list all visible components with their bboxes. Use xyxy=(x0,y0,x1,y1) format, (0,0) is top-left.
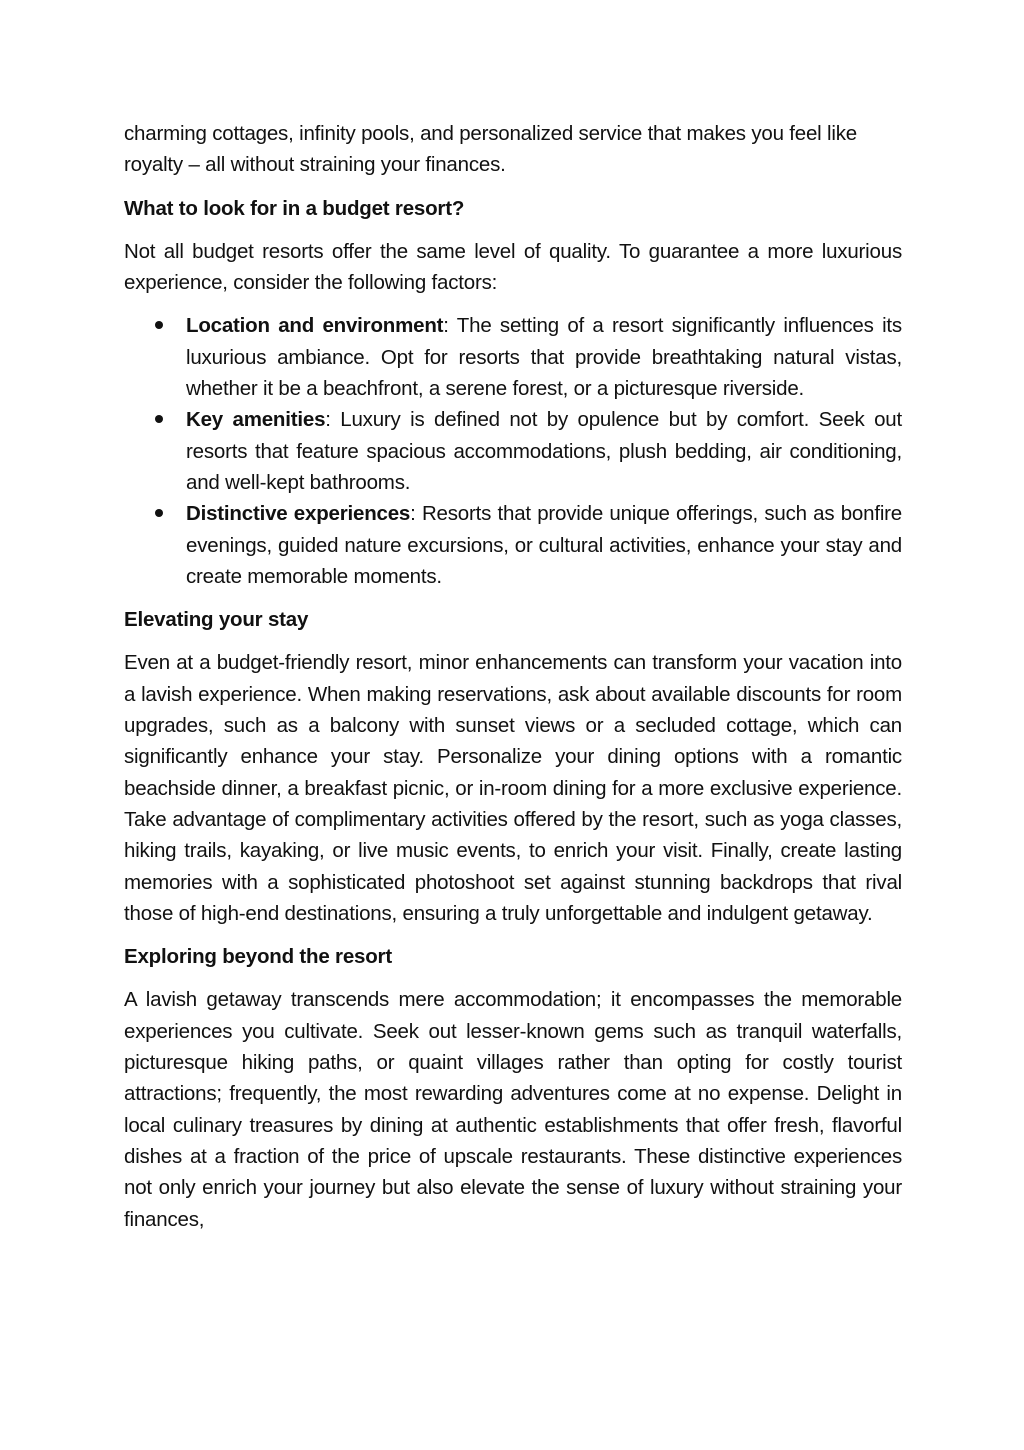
section-heading-exploring-beyond: Exploring beyond the resort xyxy=(124,945,392,969)
section-paragraph-elevating-stay: Even at a budget-friendly resort, minor enhancements can transform your vacation into a lavish experience. When making reservations, ask about available discounts for room upgrades, such as a balcony with sunset views or a secluded cottage, which can significantly enhance your stay. Personalize your dining options with a romantic beachside dinner, a breakfast picnic, or in-room dining for a more exclusive experience. Take advantage of complimentary activities offered by the resort, such as yoga classes, hiking trails, kayaking, or live music events, to enrich your visit. Finally, create lasting memories with a sophisticated photoshoot set against stunning backdrops that rival those of high-end destinations, ensuring a truly unforgettable and indulgent getaway. xyxy=(124,651,902,925)
list-item-term: Location and environment xyxy=(186,314,444,338)
list-item-term: Distinctive experiences xyxy=(186,502,411,526)
list-item xyxy=(186,310,902,404)
intro-paragraph: charming cottages, infinity pools, and personalized service that makes you feel like royalty – all without straining your finances. xyxy=(124,122,857,177)
list-item-text: : The setting of a resort significantly influences its luxurious ambiance. Opt for resorts that provide breathtaking natural vistas, whether it be a beachfront, a serene forest, or a picturesque riverside. xyxy=(186,314,902,401)
section-heading-budget-resort: What to look for in a budget resort? xyxy=(124,196,465,220)
factor-list xyxy=(124,310,902,592)
list-item-term: Key amenities xyxy=(186,408,326,432)
section-paragraph-exploring-beyond: A lavish getaway transcends mere accommodation; it encompasses the memorable experiences you cultivate. Seek out lesser-known gems such as tranquil waterfalls, picturesque hiking paths, or quaint villages rather than opting for costly tourist attractions; frequently, the most rewarding adventures come at no expense. Delight in local culinary treasures by dining at authentic establishments that offer fresh, flavorful dishes at a fraction of the price of upscale restaurants. These distinctive experiences not only enrich your journey but also elevate the sense of luxury without straining your finances, xyxy=(124,988,902,1231)
list-item-text: : Resorts that provide unique offerings, such as bonfire evenings, guided nature excursions, or cultural activities, enhance your stay and create memorable moments. xyxy=(186,502,903,588)
list-item xyxy=(186,404,902,498)
section-paragraph-budget-resort: Not all budget resorts offer the same level of quality. To guarantee a more luxurious experience, consider the following factors: xyxy=(124,239,902,295)
list-item-text: : Luxury is defined not by opulence but by comfort. Seek out resorts that feature spacious accommodations, plush bedding, air conditioning, and well-kept bathrooms. xyxy=(186,408,902,494)
list-item xyxy=(186,498,902,592)
document-page xyxy=(124,118,902,1247)
section-heading-elevating-stay: Elevating your stay xyxy=(124,608,309,632)
